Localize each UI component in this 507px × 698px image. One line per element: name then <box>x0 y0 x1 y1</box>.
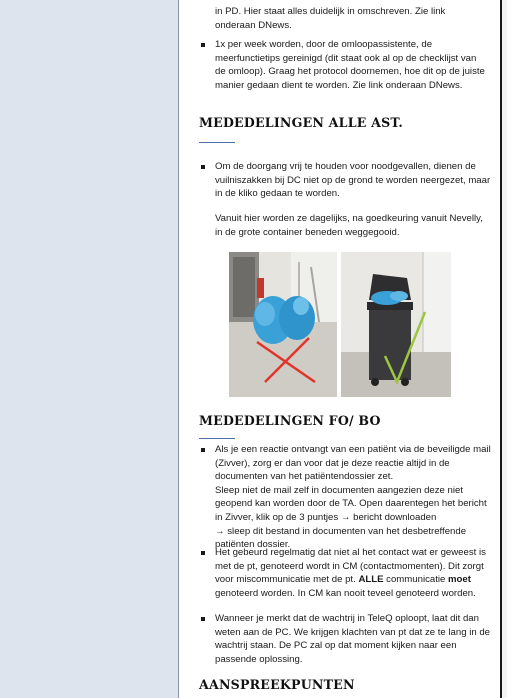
cm-text-1: Het gebeurd regelmatig dat niet al het contact wat er geweest is met de pt, genoteerd wordt in CM (contactmomenten). Dit zorgt voor miscommunicatie met de pt. <box>215 547 486 586</box>
cm-text-2: communicatie <box>383 574 449 586</box>
zivver-text-3: bericht downloaden <box>350 511 437 523</box>
bullet-meerfunctietips: 1x per week worden, door de omloopassistente, de meerfunctietips gereinigd (dit staat ook al op de checklijst van de omloop). Graag het protocol doornemen, hoe dit op de juiste manier gedaan dient te worden. Zie link onderaan DNews. <box>199 38 489 92</box>
arrow-icon: → <box>215 525 225 537</box>
heading-mededelingen-alle-ast: MEDEDELINGEN ALLE AST. <box>199 115 403 130</box>
heading-mededelingen-fo-bo: MEDEDELINGEN FO/ BO <box>199 413 381 428</box>
cm-bold-moet: moet <box>448 574 471 586</box>
page-left-border <box>178 0 179 698</box>
right-gutter <box>502 0 507 698</box>
side-panel <box>0 0 178 698</box>
bullet-vuilniszakken: Om de doorgang vrij te houden voor noodgevallen, dienen de vuilniszakken bij DC niet op de grond te worden neergezet, maar in de kliko gedaan te worden. <box>199 160 491 201</box>
heading-rule <box>199 142 235 143</box>
heading-aanspreekpunten: AANSPREEKPUNTEN <box>199 677 355 692</box>
zivver-text-2: Sleep niet de mail zelf in documenten aangezien deze niet geopend kan worden door de TA. Open daarentegen het bericht in Zivver, klik op de 3 puntjes <box>215 484 487 523</box>
bullet-teleq: Wanneer je merkt dat de wachtrij in TeleQ oploopt, laat dit dan weten aan de PC. We krijgen klachten van pt dat ze te lang in de wachtrij staan. De PC zal op dat moment kijken naar een passende oplossing. <box>199 612 491 666</box>
cm-bold-alle: ALLE <box>358 574 384 586</box>
bullet-continuation: in PD. Hier staat alles duidelijk in omschreven. Zie link onderaan DNews. <box>215 6 446 31</box>
zivver-text-4: sleep dit bestand in documenten van het desbetreffende patiënten dossier. <box>215 525 467 551</box>
cm-text-3: genoteerd worden. In CM kan nooit teveel genoteerd worden. <box>215 587 476 599</box>
photo-pair <box>229 252 451 397</box>
zivver-text-1: Als je een reactie ontvangt van een patiënt via de beveiligde mail (Zivver), zorg er dan voor dat je deze reactie altijd in de documenten van het patiëntendossier zet. <box>215 444 491 483</box>
photo-bin-with-bags <box>341 252 451 397</box>
arrow-icon: → <box>340 511 351 523</box>
photo-bags-on-floor <box>229 252 337 397</box>
bullet-zivver <box>199 443 491 552</box>
bullet-contactmomenten <box>199 546 493 600</box>
paragraph-container: Vanuit hier worden ze dagelijks, na goedkeuring vanuit Nevelly, in de grote container beneden weggegooid. <box>215 213 483 238</box>
heading-rule <box>199 438 235 439</box>
